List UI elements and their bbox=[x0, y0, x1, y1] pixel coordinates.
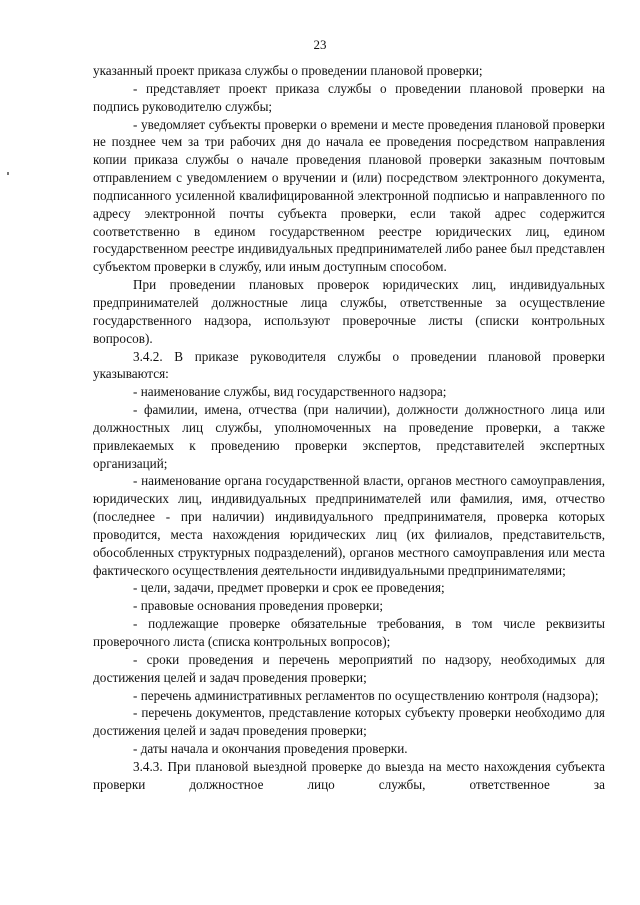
paragraph: - даты начала и окончания проведения проверки. bbox=[133, 741, 408, 757]
page-number: 23 bbox=[313, 37, 327, 52]
paragraph: При проведении плановых проверок юридических лиц, индивидуальных предпринимателей должностные лица службы, ответственные за осуществление государственного надзора, используют проверочные листы (списки контрольных вопросов). bbox=[93, 277, 605, 346]
paragraph: указанный проект приказа службы о проведении плановой проверки; bbox=[93, 63, 483, 78]
paragraph: - наименование органа государственной власти, органов местного самоуправления, юридических лиц, индивидуальных предпринимателей или фамилия, имя, отчество (последнее - при наличии) индивидуального предпринимателя, проверка которых проводится, места нахождения юридических лиц (их филиалов, представительств, обособленных структурных подразделений), органов местного самоуправления или места фактического осуществления деятельности индивидуальными предпринимателями; bbox=[93, 473, 605, 578]
paragraph: 3.4.3. При плановой выездной проверке до выезда на место нахождения субъекта проверки должностное лицо службы, ответственное за bbox=[93, 758, 605, 792]
document-body bbox=[93, 62, 605, 794]
paragraph: - сроки проведения и перечень мероприятий по надзору, необходимых для достижения целей и задач проведения проверки; bbox=[93, 651, 605, 685]
paragraph: - подлежащие проверке обязательные требования, в том числе реквизиты проверочного листа (списка контрольных вопросов); bbox=[93, 616, 605, 649]
paragraph: - правовые основания проведения проверки; bbox=[133, 598, 384, 614]
paragraph: - наименование службы, вид государственного надзора; bbox=[133, 384, 447, 400]
paragraph: - цели, задачи, предмет проверки и срок ее проведения; bbox=[133, 580, 445, 596]
paragraph: - уведомляет субъекты проверки о времени и месте проведения плановой проверки не позднее чем за три рабочих дня до начала ее проведения посредством направления копии приказа службы о начале проведения плановой проверки заказным почтовым отправлением с уведомлением о вручении и (или) посредством электронного документа, подписанного усиленной квалифицированной электронной подписью и направленного по адресу электронной почты субъекта проверки, если такой адрес содержится соответственно в едином государственном реестре юридических лиц, едином государственном реестре индивидуальных предпринимателей либо ранее был представлен субъектом проверки в службу, или иным доступным способом. bbox=[93, 116, 605, 275]
paragraph: - перечень административных регламентов по осуществлению контроля (надзора); bbox=[133, 687, 599, 703]
paragraph: - перечень документов, представление которых субъекту проверки необходимо для достижения целей и задач проведения проверки; bbox=[93, 705, 605, 739]
paragraph: 3.4.2. В приказе руководителя службы о проведении плановой проверки указываются: bbox=[93, 348, 605, 382]
paragraph: - фамилии, имена, отчества (при наличии), должности должностного лица или должностных лиц службы, уполномоченных на проведение проверки, а также привлекаемых к проведению проверки экспертов, представителей экспертных организаций; bbox=[93, 402, 605, 471]
scan-margin-mark bbox=[7, 172, 9, 175]
paragraph: - представляет проект приказа службы о проведении плановой проверки на подпись руководителю службы; bbox=[93, 80, 605, 114]
